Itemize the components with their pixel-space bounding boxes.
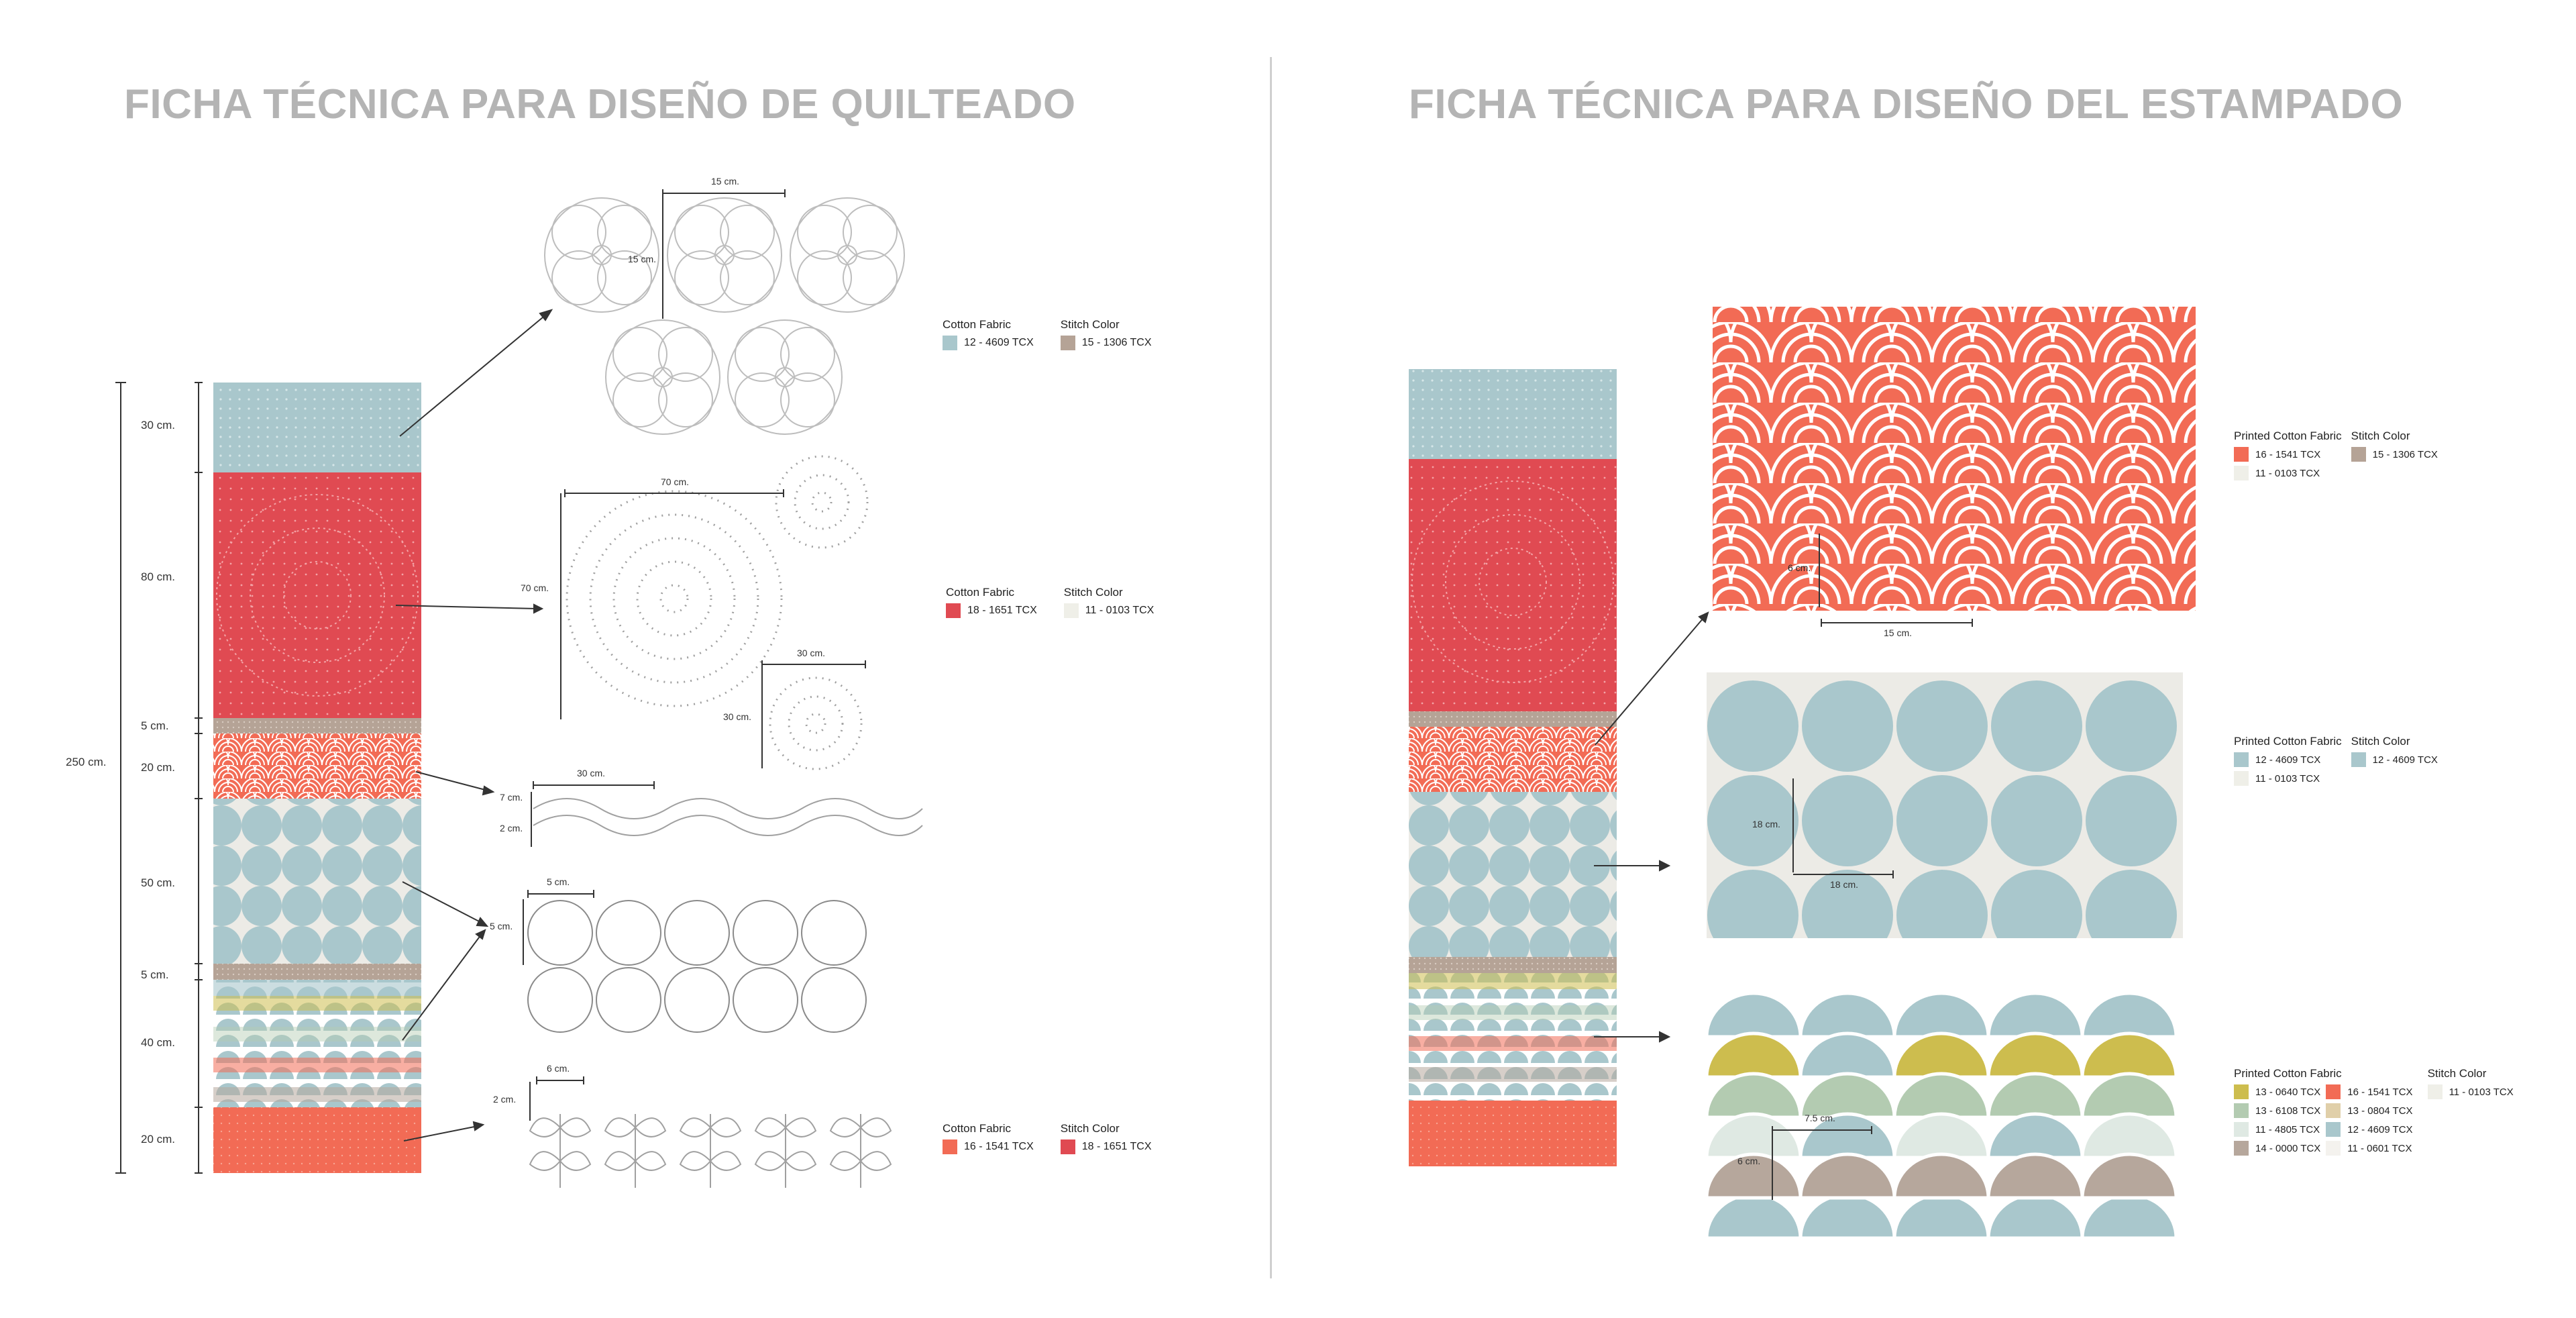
left-page-title: FICHA TÉCNICA PARA DISEÑO DE QUILTEADO: [124, 81, 1076, 128]
right-fabric-strip: [1409, 369, 1617, 1166]
legend-title: Cotton Fabric: [943, 1122, 1012, 1135]
color-code: 11 - 0103 TCX: [2255, 467, 2320, 479]
wave-dims: [531, 781, 654, 847]
color-swatch: [1061, 1139, 1075, 1154]
legend-title: Cotton Fabric: [946, 586, 1015, 599]
color-swatch: [2428, 1084, 2443, 1099]
color-swatch: [943, 336, 957, 350]
color-swatch: [1061, 336, 1075, 350]
scale-width-label: 15 cm.: [1884, 627, 1913, 638]
circles-height-label: 18 cm.: [1752, 819, 1781, 829]
strip-label-4: 20 cm.: [141, 761, 176, 774]
legend-scale: [2234, 429, 2438, 485]
circles-pattern-swatch: [1707, 672, 2183, 961]
leaf-motifs: [530, 1114, 891, 1188]
color-code: 11 - 0103 TCX: [2449, 1086, 2514, 1098]
legend-title: Stitch Color: [1060, 318, 1120, 331]
color-code: 15 - 1306 TCX: [1081, 337, 1152, 348]
left-rulers: [115, 383, 203, 1173]
color-swatch: [2234, 771, 2249, 786]
color-swatch: [2234, 1141, 2249, 1156]
mandala-width-label: 70 cm.: [661, 476, 690, 487]
fan-width-label: 7.5 cm.: [1805, 1113, 1835, 1123]
circle-height-label: 5 cm.: [490, 921, 513, 931]
color-code: 11 - 4805 TCX: [2255, 1123, 2320, 1135]
wave-height-1-label: 7 cm.: [500, 792, 523, 803]
leaf-height-label: 2 cm.: [493, 1094, 517, 1105]
color-code: 14 - 0000 TCX: [2255, 1142, 2321, 1154]
color-swatch: [2351, 447, 2366, 462]
color-swatch: [1064, 603, 1079, 618]
color-code: 12 - 4609 TCX: [2372, 754, 2438, 766]
color-code: 12 - 4609 TCX: [964, 337, 1034, 348]
color-swatch: [2326, 1122, 2341, 1137]
wave-height-2-label: 2 cm.: [500, 823, 523, 833]
color-swatch: [2326, 1141, 2341, 1156]
strip-label-7: 40 cm.: [141, 1036, 176, 1049]
color-code: 11 - 0601 TCX: [2347, 1142, 2412, 1154]
leaf-width-label: 6 cm.: [547, 1063, 570, 1074]
color-swatch: [2351, 752, 2366, 767]
color-code: 12 - 4609 TCX: [2255, 754, 2321, 766]
legend-title: Stitch Color: [1063, 586, 1123, 599]
color-code: 11 - 0103 TCX: [2255, 772, 2320, 784]
right-page-title: FICHA TÉCNICA PARA DISEÑO DEL ESTAMPADO: [1409, 81, 2404, 128]
strip-label-3: 5 cm.: [141, 719, 169, 732]
color-swatch: [943, 1139, 957, 1154]
color-swatch: [2234, 1084, 2249, 1099]
strip-label-8: 20 cm.: [141, 1133, 176, 1146]
color-code: 13 - 6108 TCX: [2255, 1105, 2321, 1117]
legend-mandala: [946, 586, 1154, 622]
strip-label-2: 80 cm.: [141, 570, 176, 583]
mandala-height-label: 70 cm.: [521, 582, 549, 593]
color-swatch: [2234, 466, 2249, 480]
legend-title: Cotton Fabric: [943, 318, 1012, 331]
legend-title: Stitch Color: [2351, 429, 2410, 442]
color-code: 13 - 0640 TCX: [2255, 1086, 2321, 1098]
circles-width-label: 18 cm.: [1830, 879, 1859, 890]
legend-fans: [2234, 1067, 2514, 1160]
quatrefoil-dims: [663, 189, 785, 319]
circle-motifs: [528, 901, 866, 1032]
circle-width-label: 5 cm.: [547, 876, 570, 887]
color-swatch: [946, 603, 961, 618]
strip-label-total: 250 cm.: [66, 756, 107, 768]
small-mandala-width-label: 30 cm.: [797, 648, 826, 658]
color-code: 15 - 1306 TCX: [2372, 448, 2438, 460]
wave-width-label: 30 cm.: [577, 768, 606, 778]
mandala-dims: [561, 489, 865, 768]
color-code: 16 - 1541 TCX: [2347, 1086, 2413, 1098]
quatrefoil-height-label: 15 cm.: [628, 254, 657, 264]
color-swatch: [2234, 752, 2249, 767]
legend-title: Printed Cotton Fabric: [2234, 429, 2342, 442]
color-code: 18 - 1651 TCX: [1081, 1141, 1152, 1152]
legend-title: Stitch Color: [2351, 735, 2410, 748]
leaf-dims: [530, 1076, 584, 1121]
legend-quatrefoil: [943, 318, 1152, 354]
wave-motifs: [533, 799, 922, 835]
strip-label-1: 30 cm.: [141, 419, 176, 432]
legend-circles: [2234, 735, 2438, 790]
scale-pattern-swatch: [1713, 307, 2196, 611]
color-code: 12 - 4609 TCX: [2347, 1123, 2413, 1135]
left-fabric-strip: [213, 383, 421, 1173]
fan-pattern-swatch: [1707, 993, 2183, 1259]
small-mandala-height-label: 30 cm.: [723, 711, 752, 722]
color-code: 18 - 1651 TCX: [967, 605, 1037, 616]
mandala-motif: [567, 456, 867, 769]
strip-label-6: 5 cm.: [141, 968, 169, 981]
legend-leaves: [943, 1122, 1152, 1158]
color-swatch: [2326, 1103, 2341, 1118]
legend-title: Printed Cotton Fabric: [2234, 735, 2342, 748]
color-code: 11 - 0103 TCX: [1085, 605, 1155, 616]
quatrefoil-motifs: [545, 198, 904, 434]
legend-title: Printed Cotton Fabric: [2234, 1067, 2342, 1080]
legend-title: Stitch Color: [2427, 1067, 2487, 1080]
color-code: 13 - 0804 TCX: [2347, 1105, 2413, 1117]
scale-height-label: 6 cm.: [1788, 562, 1811, 573]
quatrefoil-width-label: 15 cm.: [711, 176, 740, 187]
fan-height-label: 6 cm.: [1737, 1156, 1761, 1166]
color-code: 16 - 1541 TCX: [964, 1141, 1034, 1152]
legend-title: Stitch Color: [1060, 1122, 1120, 1135]
strip-label-5: 50 cm.: [141, 876, 176, 889]
color-swatch: [2234, 1103, 2249, 1118]
color-swatch: [2234, 1122, 2249, 1137]
color-swatch: [2326, 1084, 2341, 1099]
color-code: 16 - 1541 TCX: [2255, 448, 2321, 460]
color-swatch: [2234, 447, 2249, 462]
